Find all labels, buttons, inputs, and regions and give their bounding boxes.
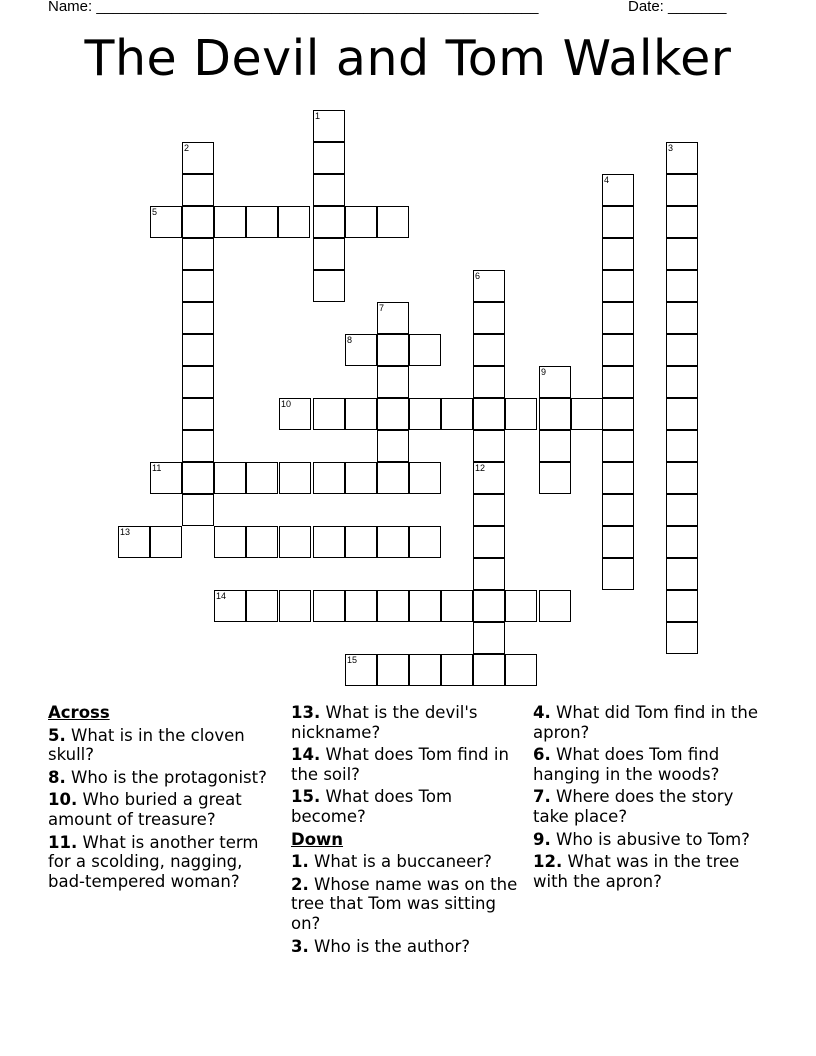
grid-cell[interactable] — [441, 398, 473, 430]
grid-cell[interactable] — [602, 334, 634, 366]
clue-number: 2. — [291, 874, 309, 894]
grid-cell[interactable] — [602, 526, 634, 558]
grid-cell[interactable] — [539, 398, 571, 430]
grid-cell[interactable] — [313, 526, 345, 558]
grid-cell[interactable] — [473, 302, 505, 334]
grid-cell[interactable] — [666, 366, 698, 398]
grid-cell[interactable] — [377, 654, 409, 686]
grid-cell[interactable] — [377, 590, 409, 622]
grid-cell[interactable] — [345, 398, 377, 430]
grid-cell[interactable] — [602, 398, 634, 430]
clue-text: What did Tom find in the apron? — [533, 703, 758, 742]
grid-cell[interactable] — [377, 430, 409, 462]
clue-down-12 — [533, 852, 773, 891]
grid-cell[interactable] — [246, 526, 278, 558]
grid-cell[interactable] — [182, 334, 214, 366]
clue-across-14 — [291, 745, 521, 784]
grid-cell[interactable] — [666, 494, 698, 526]
grid-cell[interactable] — [473, 558, 505, 590]
clue-number-label: 7 — [379, 303, 385, 313]
clue-number-label: 13 — [120, 527, 131, 537]
grid-cell[interactable] — [377, 366, 409, 398]
grid-cell[interactable] — [313, 590, 345, 622]
clue-number: 4. — [533, 703, 551, 722]
clue-number: 12. — [533, 852, 563, 872]
grid-cell[interactable] — [279, 590, 311, 622]
clue-column-1 — [48, 703, 278, 894]
grid-cell[interactable] — [182, 238, 214, 270]
page-title: The Devil and Tom Walker — [84, 30, 732, 87]
clue-number: 8. — [48, 767, 66, 787]
clue-text: Who is the author? — [314, 936, 470, 956]
grid-cell[interactable] — [539, 590, 571, 622]
clue-down-7 — [533, 787, 773, 826]
grid-cell[interactable] — [313, 238, 345, 270]
clue-text: Who is the protagonist? — [71, 767, 267, 787]
clue-number-label: 2 — [184, 143, 190, 153]
clue-across-5 — [48, 726, 278, 765]
grid-cell[interactable] — [539, 430, 571, 462]
grid-cell[interactable] — [377, 334, 409, 366]
grid-cell[interactable] — [313, 142, 345, 174]
grid-cell[interactable] — [377, 526, 409, 558]
clue-number-label: 6 — [475, 271, 481, 281]
grid-cell[interactable] — [345, 526, 377, 558]
grid-cell[interactable] — [473, 622, 505, 654]
clue-number: 5. — [48, 725, 66, 745]
grid-cell[interactable] — [409, 590, 441, 622]
grid-cell[interactable] — [313, 462, 345, 494]
grid-cell[interactable] — [182, 302, 214, 334]
grid-cell[interactable] — [409, 398, 441, 430]
grid-cell[interactable] — [409, 526, 441, 558]
grid-cell[interactable] — [602, 206, 634, 238]
clue-text: What was in the tree with the apron? — [533, 852, 740, 891]
clue-number-label: 11 — [152, 463, 162, 473]
grid-cell[interactable] — [409, 654, 441, 686]
grid-cell[interactable] — [602, 558, 634, 590]
clue-number-label: 3 — [668, 143, 674, 153]
grid-cell[interactable] — [666, 334, 698, 366]
grid-cell[interactable] — [473, 430, 505, 462]
grid-cell[interactable] — [539, 462, 571, 494]
grid-cell[interactable] — [182, 206, 214, 238]
clue-number-label: 15 — [347, 655, 358, 665]
grid-cell[interactable] — [473, 398, 505, 430]
grid-cell[interactable] — [246, 462, 278, 494]
clue-column-2 — [291, 703, 521, 959]
clue-text: Where does the story take place? — [533, 787, 734, 826]
grid-cell[interactable] — [182, 430, 214, 462]
grid-cell[interactable] — [313, 174, 345, 206]
grid-cell[interactable] — [602, 302, 634, 334]
grid-cell[interactable] — [666, 302, 698, 334]
grid-cell[interactable] — [473, 590, 505, 622]
grid-cell[interactable] — [214, 526, 246, 558]
grid-cell[interactable] — [246, 206, 278, 238]
clue-number-label: 4 — [604, 175, 610, 185]
grid-cell[interactable] — [214, 206, 246, 238]
grid-cell[interactable] — [602, 238, 634, 270]
grid-cell[interactable] — [666, 590, 698, 622]
clue-down-1 — [291, 852, 521, 872]
grid-cell[interactable] — [473, 654, 505, 686]
grid-cell[interactable] — [473, 334, 505, 366]
clue-number: 10. — [48, 790, 78, 810]
clue-number-label: 5 — [152, 207, 158, 217]
clue-number: 15. — [291, 787, 321, 807]
grid-cell[interactable] — [505, 590, 537, 622]
grid-cell[interactable] — [182, 174, 214, 206]
clue-down-6 — [533, 745, 773, 784]
grid-cell[interactable] — [666, 430, 698, 462]
grid-cell[interactable] — [345, 590, 377, 622]
grid-cell[interactable] — [602, 270, 634, 302]
clue-text: What is a buccaneer? — [314, 852, 492, 872]
clue-column-3 — [533, 703, 773, 894]
clue-text: What does Tom find in the soil? — [291, 745, 509, 784]
grid-cell[interactable] — [377, 462, 409, 494]
clue-across-10 — [48, 790, 278, 829]
clue-number-label: 9 — [541, 367, 547, 377]
grid-cell[interactable] — [377, 206, 409, 238]
grid-cell[interactable] — [473, 526, 505, 558]
clue-number: 14. — [291, 745, 321, 765]
clue-number: 7. — [533, 787, 551, 807]
clue-number: 13. — [291, 703, 321, 722]
grid-cell[interactable] — [377, 398, 409, 430]
clue-number: 3. — [291, 936, 309, 956]
date-field-label[interactable]: Date: _______ — [628, 0, 727, 15]
grid-cell[interactable] — [666, 206, 698, 238]
clue-across-15 — [291, 787, 521, 826]
clue-number: 9. — [533, 829, 551, 849]
grid-cell[interactable] — [279, 462, 311, 494]
grid-cell[interactable] — [666, 622, 698, 654]
grid-cell[interactable] — [182, 270, 214, 302]
clue-text: What is in the cloven skull? — [48, 725, 245, 765]
clue-text: Who is abusive to Tom? — [556, 829, 750, 849]
clue-down-4 — [533, 703, 773, 742]
grid-cell[interactable] — [345, 462, 377, 494]
grid-cell[interactable] — [505, 398, 537, 430]
grid-cell[interactable] — [278, 206, 310, 238]
clue-across-8 — [48, 768, 278, 788]
grid-cell[interactable] — [602, 430, 634, 462]
grid-cell[interactable] — [602, 494, 634, 526]
name-field-label[interactable]: Name: _____________________________________________________ — [48, 0, 539, 15]
grid-cell[interactable] — [666, 526, 698, 558]
down-heading: Down — [291, 829, 344, 849]
grid-cell[interactable] — [473, 366, 505, 398]
grid-cell[interactable] — [441, 654, 473, 686]
grid-cell[interactable] — [214, 462, 246, 494]
grid-cell[interactable] — [666, 558, 698, 590]
grid-cell[interactable] — [182, 398, 214, 430]
grid-cell[interactable] — [409, 462, 441, 494]
across-heading: Across — [48, 703, 110, 722]
clue-number-label: 1 — [315, 111, 321, 121]
clue-number: 11. — [48, 832, 78, 852]
grid-cell[interactable] — [345, 206, 377, 238]
clue-text: Who buried a great amount of treasure? — [48, 790, 242, 829]
clue-text: What is another term for a scolding, nagging, bad-tempered woman? — [48, 832, 259, 891]
grid-cell[interactable] — [602, 366, 634, 398]
clue-across-13 — [291, 703, 521, 742]
grid-cell[interactable] — [666, 174, 698, 206]
grid-cell[interactable] — [666, 462, 698, 494]
clue-down-9 — [533, 830, 773, 850]
clue-across-11 — [48, 833, 278, 892]
clue-text: Whose name was on the tree that Tom was sitting on? — [291, 874, 518, 933]
grid-cell[interactable] — [182, 462, 214, 494]
grid-cell[interactable] — [313, 270, 345, 302]
clue-number: 1. — [291, 852, 309, 872]
grid-cell[interactable] — [150, 526, 182, 558]
grid-cell[interactable] — [666, 398, 698, 430]
clue-number-label: 14 — [216, 591, 227, 601]
grid-cell[interactable] — [666, 270, 698, 302]
clue-text: What does Tom find hanging in the woods? — [533, 745, 720, 784]
grid-cell[interactable] — [602, 462, 634, 494]
grid-cell[interactable] — [246, 590, 278, 622]
grid-cell[interactable] — [279, 526, 311, 558]
clue-number-label: 8 — [347, 335, 353, 345]
grid-cell[interactable] — [505, 654, 537, 686]
grid-cell[interactable] — [571, 398, 603, 430]
grid-cell[interactable] — [441, 590, 473, 622]
grid-cell[interactable] — [409, 334, 441, 366]
grid-cell[interactable] — [313, 206, 345, 238]
grid-cell[interactable] — [666, 238, 698, 270]
clue-number-label: 10 — [281, 399, 292, 409]
clue-down-2 — [291, 875, 521, 934]
grid-cell[interactable] — [182, 366, 214, 398]
grid-cell[interactable] — [313, 398, 345, 430]
grid-cell[interactable] — [473, 494, 505, 526]
clue-down-3 — [291, 937, 521, 957]
clue-text: What is the devil's nickname? — [291, 703, 478, 742]
clue-number: 6. — [533, 745, 551, 765]
clue-text: What does Tom become? — [291, 787, 453, 826]
clue-number-label: 12 — [475, 463, 486, 473]
grid-cell[interactable] — [182, 494, 214, 526]
